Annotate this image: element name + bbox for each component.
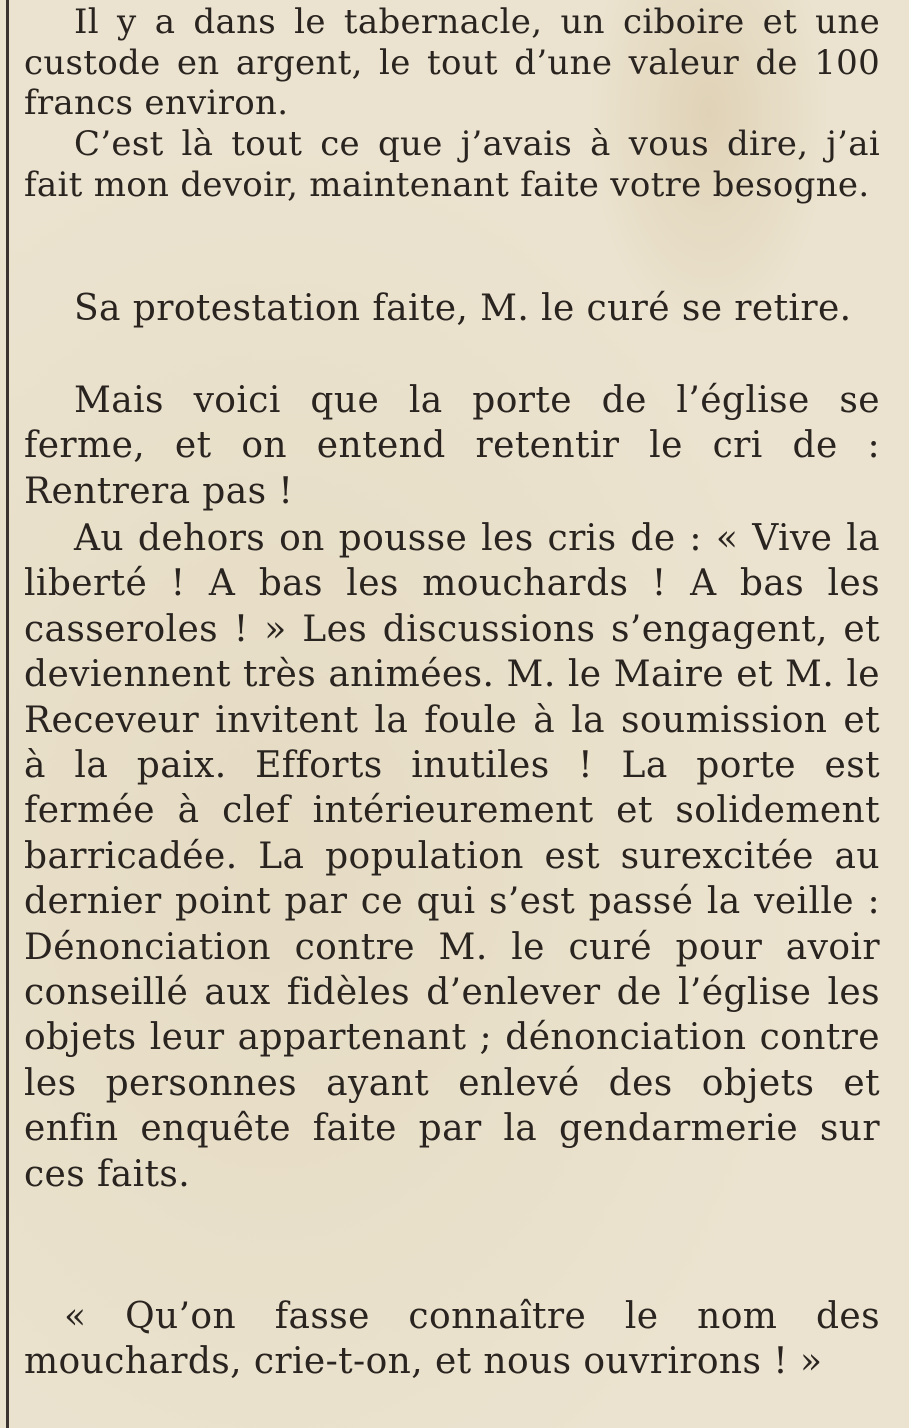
paragraph-protestation: Sa protestation faite, M. le curé se retire. [74,288,852,329]
article-column [24,0,880,1428]
paragraph-devoir: C’est là tout ce que j’avais à vous dire, j’ai fait mon devoir, maintenant faite votre besogne. [24,124,880,205]
paragraph-porte-ferme: Mais voici que la porte de l’église se ferme, et on entend retentir le cri de : Rentrera pas ! [24,380,880,512]
paragraph-mouchards: « Qu’on fasse connaître le nom des mouchards, crie-t-on, et nous ouvrirons ! » [24,1296,880,1383]
column-rule [6,0,9,1428]
paragraph-cris-dehors: Au dehors on pousse les cris de : « Vive la liberté ! A bas les mouchards ! A bas les casseroles ! » Les discussions s’engagent, et deviennent très animées. M. le Maire et M. le Receveur invitent la foule à la soumission et à la paix. Efforts inutiles ! La porte est fermée à clef intérieurement et solidement barricadée. La population est surexcitée au dernier point par ce qui s’est passé la veille : Dénonciation contre M. le curé pour avoir conseillé aux fidèles d’enlever de l’église les objets leur appartenant ; dénonciation contre les personnes ayant enlevé des objets et enfin enquête faite par la gendarmerie sur ces faits. [24,518,880,1195]
paragraph-tabernacle: Il y a dans le tabernacle, un ciboire et une custode en argent, le tout d’une valeur de 100 francs environ. [24,2,880,123]
